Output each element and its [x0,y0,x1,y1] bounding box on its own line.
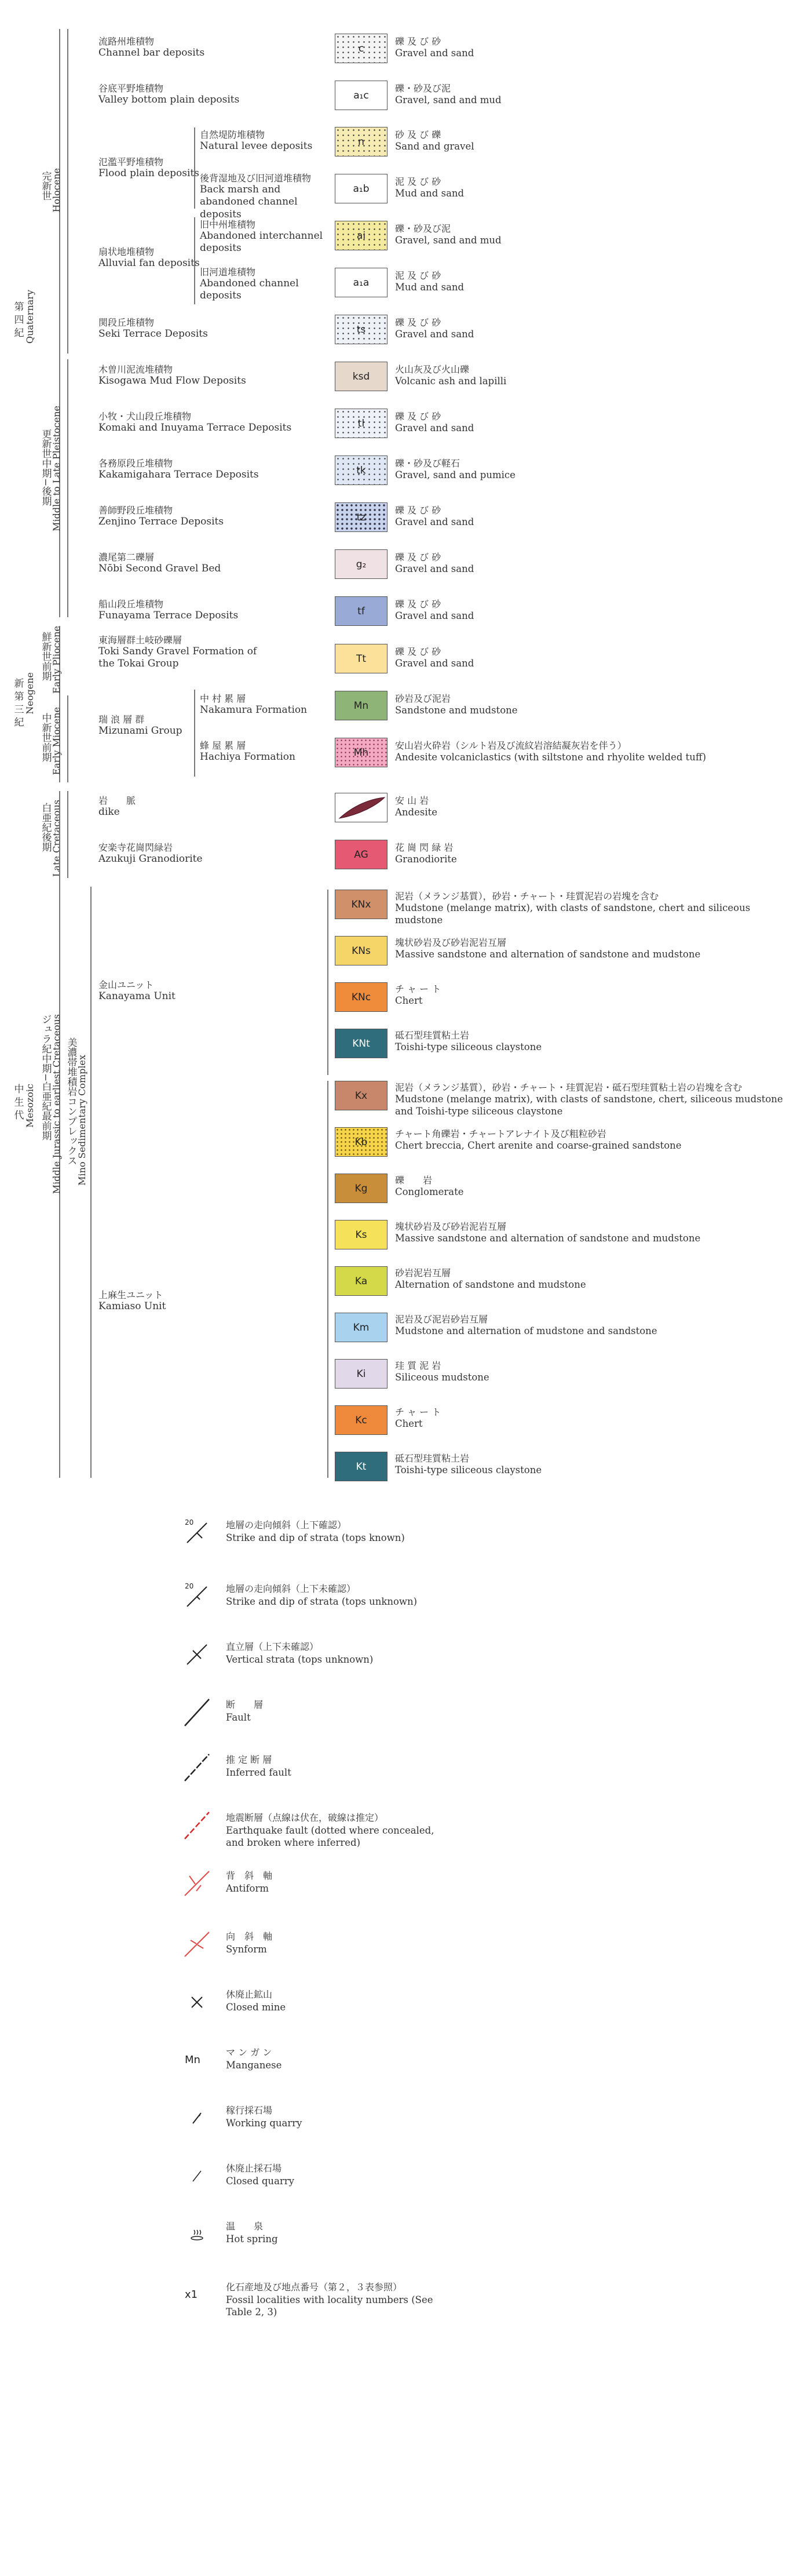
symbol-value: Mn [185,2054,200,2066]
unit-label-azukuji: 安楽寺花崗閃緑岩 Azukuji Granodiorite [98,842,203,865]
legend-box-Kc [335,1405,387,1435]
neogene-en: Neogene [24,672,35,715]
desc-n: 砂 及 び 礫 Sand and gravel [395,129,474,152]
unit-label-funayama: 船山段丘堆積物 Funayama Terrace Deposits [98,599,239,622]
legend-box-a1a: a₁a [335,268,387,297]
legend-code: Km [353,1321,370,1333]
desc-KNx: 泥岩（メランジ基質），砂岩・チャート・珪質泥岩の岩塊を含む Mudstone (melange matrix), with clasts of sandstone, chert and siliceous mudstone [395,891,751,926]
unit-label-back-marsh: 後背湿地及び旧河道堆積物 Back marsh and abandoned channel deposits [200,173,312,220]
symbol-value: 20 [185,1518,194,1526]
desc-Kb: チャート角礫岩・チャートアレナイト及び粗粒砂岩 Chert breccia, Chert arenite and coarse-grained sandstone [395,1128,682,1151]
fossil-locality-icon [182,2280,211,2309]
desc-KNs: 塊状砂岩及び砂岩泥岩互層 Massive sandstone and alternation of sandstone and mudstone [395,937,701,960]
legend-box-Kb [335,1127,387,1157]
legend-box-Kx [335,1081,387,1110]
desc-ts: 礫 及 び 砂 Gravel and sand [395,317,474,340]
cretaceous-ja: 白亜紀後期 [39,803,52,852]
desc-Tt: 礫 及 び 砂 Gravel and sand [395,646,474,669]
unit-label-seki: 関段丘堆積物 Seki Terrace Deposits [98,317,208,340]
desc-Mn: 砂岩及び泥岩 Sandstone and mudstone [395,693,518,716]
symbol-description: 稼行採石場 Working quarry [226,2105,302,2129]
legend-box-Mn: Mn [335,691,387,720]
legend-box-ksd: ksd [335,362,387,391]
jurassic-ja: ジュラ紀中期−白亜紀最前期 [39,1014,52,1141]
legend-code: Ka [354,1275,368,1287]
cretaceous-en: Late Cretaceous [51,800,62,877]
unit-label-zenjino: 善師野段丘堆積物 Zenjino Terrace Deposits [98,505,224,528]
legend-code: Kt [356,1460,367,1473]
desc-KNc: チ ャ ー ト Chert [395,983,441,1006]
legend-box-Ka [335,1266,387,1296]
group-alluvial-fan: 扇状地堆積物 Alluvial fan deposits [98,246,200,269]
legend-code: KNc [351,991,371,1003]
legend-box-ts: ts [335,315,387,344]
legend-code: Ki [356,1368,366,1380]
legend-box-Ki [335,1359,387,1389]
symbol-description: 断 層 Fault [226,1699,264,1723]
dike-symbol-icon [336,794,387,822]
strike-dip-unknown-icon [182,1582,211,1611]
symbol-description: 推 定 断 層 Inferred fault [226,1754,291,1778]
inferred-fault-icon [182,1753,211,1782]
symbol-description: 化石産地及び地点番号（第２，３表参照） Fossil localities with locality numbers (See Table 2, 3) [226,2282,433,2318]
symbol-description: マ ン ガ ン Manganese [226,2047,282,2071]
unit-label-dike: 岩 脈 dike [98,795,136,818]
pleistocene-ja: 更新世中期−後期 [39,429,52,507]
symbol-description: 休廃止鉱山 Closed mine [226,1989,286,2013]
miocene-ja: 中新世前期 [39,713,52,762]
desc-tz: 礫 及 び 砂 Gravel and sand [395,505,474,527]
quaternary-en: Quaternary [24,290,35,344]
holocene-ja: 完新世 [39,171,52,201]
symbol-description: 地層の走向傾斜（上下未確認） Strike and dip of strata (tops unknown) [226,1583,418,1607]
group-kamiaso: 上麻生ユニット Kamiaso Unit [98,1289,166,1313]
legend-box-KNs [335,936,387,965]
legend-box-n: n [335,127,387,156]
desc-dike: 安 山 岩 Andesite [395,795,438,818]
legend-box-Km [335,1313,387,1342]
legend-box-AG: AG [335,840,387,869]
symbol-description: 休廃止採石場 Closed quarry [226,2163,294,2187]
desc-tl: 礫 及 び 砂 Gravel and sand [395,411,474,433]
unit-label-komaki: 小牧・犬山段丘堆積物 Komaki and Inuyama Terrace Deposits [98,411,292,434]
unit-label-natural-levee: 自然堤防堆積物 Natural levee deposits [200,129,313,152]
desc-Ka: 砂岩泥岩互層 Alternation of sandstone and mudstone [395,1267,586,1290]
fault-icon [182,1698,211,1727]
legend-box-ai: ai [335,221,387,250]
symbol-description: 地震断層（点線は伏在，破線は推定） Earthquake fault (dotted where concealed, and broken where inferred) [226,1812,434,1849]
symbol-description: 地層の走向傾斜（上下確認） Strike and dip of strata (tops known) [226,1520,405,1543]
strike-dip-known-icon [182,1518,211,1547]
miocene-en: Early Miocene [51,707,62,775]
legend-box-g2: g₂ [335,549,387,579]
mesozoic-en: Mesozoic [24,1084,35,1128]
pliocene-en: Early Pliocene [51,626,62,694]
desc-c: 礫 及 び 砂 Gravel and sand [395,36,474,59]
unit-label-valley-bottom: 谷底平野堆積物 Valley bottom plain deposits [98,83,240,106]
desc-Kx: 泥岩（メランジ基質），砂岩・チャート・珪質泥岩・砥石型珪質粘土岩の岩塊を含む Mudstone (melange matrix), with clasts of sandstone, chert, siliceous mudstone and Toishi-type siliceous claystone [395,1082,783,1117]
mizunami-bracket [194,690,195,777]
kanayama-bracket [327,890,328,1075]
working-quarry-icon [182,2104,211,2133]
legend-box-Tt: Tt [335,644,387,673]
legend-box-tl: tl [335,409,387,438]
legend-box-tk: tk [335,456,387,485]
legend-code: KNs [352,945,371,957]
cretaceous-bracket [67,791,68,878]
jurassic-en: Middle Jurassic to earliest Cretaceous [51,1014,62,1194]
unit-label-abandoned-channel: 旧河道堆積物 Abandoned channel deposits [200,267,299,302]
desc-a1b: 泥 及 び 砂 Mud and sand [395,176,465,199]
unit-label-interchannel: 旧中州堆積物 Abandoned interchannel deposits [200,219,323,254]
mino-ja: 美濃帯堆積岩コンプレックス [65,1037,77,1165]
legend-box-Kt [335,1452,387,1481]
desc-Mh: 安山岩火砕岩（シルト岩及び流紋岩溶結凝灰岩を伴う） Andesite volcaniclastics (with siltstone and rhyolite welded tuff) [395,740,707,763]
earthquake-fault-icon [182,1811,211,1840]
desc-g2: 礫 及 び 砂 Gravel and sand [395,552,474,574]
fan-bracket [194,217,195,304]
manganese-icon [182,2046,211,2075]
legend-box-KNc [335,982,387,1012]
desc-ksd: 火山灰及び火山礫 Volcanic ash and lapilli [395,364,507,387]
legend-code: Kc [355,1414,367,1426]
closed-quarry-icon [182,2162,211,2191]
desc-Kg: 礫 岩 Conglomerate [395,1175,464,1197]
unit-label-toki: 東海層群土岐砂礫層 Toki Sandy Gravel Formation of the Tokai Group [98,635,257,670]
desc-a1a: 泥 及 び 砂 Mud and sand [395,270,465,293]
group-mizunami: 瑞 浪 層 群 Mizunami Group [98,714,182,737]
legend-box-dike [335,793,387,822]
legend-code: Ks [355,1229,367,1241]
desc-AG: 花 崗 閃 緑 岩 Granodiorite [395,842,457,865]
kamiaso-bracket [327,1081,328,1478]
pliocene-ja: 鮮新世前期 [39,632,52,681]
legend-box-tz: tz [335,502,387,532]
symbol-description: 温 泉 Hot spring [226,2221,278,2245]
mino-en: Mino Sedimentary Complex [76,1055,87,1186]
unit-label-hachiya: 蜂 屋 累 層 Hachiya Formation [200,740,295,763]
desc-tk: 礫・砂及び軽石 Gravel, sand and pumice [395,458,516,480]
flood-bracket [194,127,195,209]
miocene-bracket [67,695,68,782]
legend-box-Kg [335,1174,387,1203]
symbol-value: x1 [185,2289,198,2301]
group-kanayama: 金山ユニット Kanayama Unit [98,979,176,1003]
legend-box-KNx [335,890,387,919]
symbol-description: 直立層（上下未確認） Vertical strata (tops unknown) [226,1641,374,1665]
group-flood-plain: 氾濫平野堆積物 Flood plain deposits [98,156,200,180]
unit-label-channel-bar: 流路州堆積物 Channel bar deposits [98,36,205,59]
legend-box-tf: tf [335,596,387,626]
holocene-en: Holocene [51,168,62,213]
quaternary-ja: 第 四 紀 [12,301,24,337]
desc-ai: 礫・砂及び泥 Gravel, sand and mud [395,223,502,246]
symbol-value: 20 [185,1582,194,1590]
unit-label-nobi: 濃尾第二礫層 Nōbi Second Gravel Bed [98,552,221,575]
synform-icon [182,1930,211,1959]
unit-label-nakamura: 中 村 累 層 Nakamura Formation [200,693,308,716]
legend-box-a1b: a₁b [335,174,387,203]
legend-box-KNt [335,1029,387,1058]
legend-code: KNx [351,898,371,910]
legend-box-a1c: a₁c [335,81,387,110]
desc-KNt: 砥石型珪質粘土岩 Toishi-type siliceous claystone [395,1030,542,1052]
vertical-strata-icon [182,1640,211,1669]
holocene-bracket [67,29,68,354]
hot-spring-icon [182,2220,211,2249]
neogene-ja: 新 第 三 紀 [12,678,24,727]
legend-box-Ks [335,1220,387,1249]
desc-Km: 泥岩及び泥岩砂岩互層 Mudstone and alternation of mudstone and sandstone [395,1314,657,1336]
legend-code: Kb [354,1136,368,1148]
desc-Kc: チ ャ ー ト Chert [395,1407,441,1429]
symbol-description: 向 斜 軸 Synform [226,1931,273,1955]
legend-code: Kg [354,1182,368,1194]
legend-box-Mh: Mh [335,738,387,767]
unit-label-kakamigahara: 各務原段丘堆積物 Kakamigahara Terrace Deposits [98,458,259,481]
desc-Ki: 珪 質 泥 岩 Siliceous mudstone [395,1360,489,1383]
legend-box-c: c [335,34,387,63]
closed-mine-icon [182,1988,211,2017]
legend-code: Kx [354,1090,368,1102]
legend-code: KNt [352,1037,370,1050]
desc-Ks: 塊状砂岩及び砂岩泥岩互層 Massive sandstone and alternation of sandstone and mudstone [395,1221,701,1244]
unit-label-kisogawa: 木曽川泥流堆積物 Kisogawa Mud Flow Deposits [98,364,246,387]
symbol-description: 背 斜 軸 Antiform [226,1870,273,1894]
pleistocene-en: Middle to Late Pleistocene [51,406,62,531]
desc-a1c: 礫・砂及び泥 Gravel, sand and mud [395,83,502,105]
antiform-icon [182,1869,211,1898]
desc-tf: 礫 及 び 砂 Gravel and sand [395,599,474,621]
mesozoic-ja: 中 生 代 [12,1084,24,1120]
mino-bracket [90,887,92,1478]
desc-Kt: 砥石型珪質粘土岩 Toishi-type siliceous claystone [395,1453,542,1475]
pleistocene-bracket [67,359,68,617]
